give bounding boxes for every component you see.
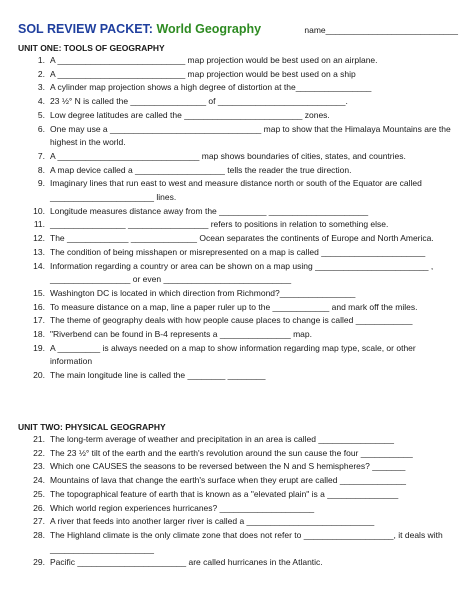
question-number: 10. bbox=[33, 205, 45, 216]
question-text[interactable]: ________________ _________________ refers to positions in relation to something else. bbox=[50, 219, 389, 230]
question-continuation bbox=[18, 191, 458, 205]
question-text[interactable]: ______________________ lines. bbox=[50, 192, 177, 203]
question-item bbox=[18, 109, 458, 123]
question-continuation bbox=[18, 136, 458, 150]
question-item bbox=[18, 287, 458, 301]
title-subject: World Geography bbox=[156, 22, 262, 36]
question-number: 25. bbox=[33, 488, 45, 499]
question-number: 8. bbox=[37, 164, 45, 175]
question-text[interactable]: Washington DC is located in which direction from Richmond?________________ bbox=[50, 287, 356, 298]
question-item bbox=[18, 314, 458, 328]
question-number: 23. bbox=[33, 461, 45, 472]
question-text[interactable]: One may use a ________________________________ map to show that the Himalaya Mountains are the bbox=[50, 123, 451, 134]
question-text[interactable]: Which one CAUSES the seasons to be reversed between the N and S hemispheres? _______ bbox=[50, 461, 406, 472]
question-text[interactable]: "Riverbend can be found in B-4 represents a _______________ map. bbox=[50, 329, 312, 340]
question-number: 6. bbox=[37, 123, 45, 134]
question-text[interactable]: The main longitude line is called the ________ ________ bbox=[50, 370, 266, 381]
question-number: 21. bbox=[33, 434, 45, 444]
unit-two-questions bbox=[18, 433, 458, 570]
question-text[interactable]: A map device called a ___________________ tells the reader the true direction. bbox=[50, 164, 352, 175]
question-number: 4. bbox=[37, 96, 45, 107]
question-number: 27. bbox=[33, 516, 45, 527]
question-text[interactable]: The 23 ½° tilt of the earth and the earth's revolution around the sun cause the four ___________ bbox=[50, 447, 413, 458]
question-text[interactable]: A ______________________________ map shows boundaries of cities, states, and countries. bbox=[50, 150, 406, 161]
question-text[interactable]: A ___________________________ map projection would be best used on a ship bbox=[50, 68, 356, 79]
question-text[interactable]: The Highland climate is the only climate zone that does not refer to ___________________, it deals with bbox=[50, 529, 443, 540]
unit-one-questions bbox=[18, 54, 458, 383]
question-number: 9. bbox=[37, 178, 45, 189]
question-item bbox=[18, 529, 458, 543]
question-number: 17. bbox=[33, 315, 45, 326]
question-item bbox=[18, 260, 458, 274]
question-continuation bbox=[18, 273, 458, 287]
question-number: 5. bbox=[37, 109, 45, 120]
question-text[interactable]: The topographical feature of earth that is known as a "elevated plain" is a _______________ bbox=[50, 488, 399, 499]
question-item bbox=[18, 205, 458, 219]
question-text[interactable]: _________________ or even ___________________________ bbox=[50, 274, 292, 285]
question-number: 24. bbox=[33, 475, 45, 486]
question-item bbox=[18, 123, 458, 137]
question-continuation bbox=[18, 543, 458, 557]
question-item bbox=[18, 218, 458, 232]
question-number: 22. bbox=[33, 447, 45, 458]
question-item bbox=[18, 369, 458, 383]
question-text[interactable]: A cylinder map projection shows a high degree of distortion at the________________ bbox=[50, 82, 372, 93]
unit-one-heading: UNIT ONE: TOOLS OF GEOGRAPHY bbox=[18, 43, 165, 53]
question-number: 7. bbox=[37, 150, 45, 161]
question-number: 15. bbox=[33, 287, 45, 298]
question-item bbox=[18, 502, 458, 516]
page-title bbox=[18, 22, 261, 36]
question-item bbox=[18, 95, 458, 109]
question-item bbox=[18, 81, 458, 95]
question-number: 26. bbox=[33, 502, 45, 513]
question-number: 16. bbox=[33, 301, 45, 312]
question-number: 11. bbox=[33, 219, 45, 230]
question-item bbox=[18, 556, 458, 570]
question-number: 3. bbox=[37, 82, 45, 93]
question-continuation bbox=[18, 355, 458, 369]
question-text[interactable]: The theme of geography deals with how people cause places to change is called ____________ bbox=[50, 315, 413, 326]
question-text[interactable]: Imaginary lines that run east to west and measure distance north or south of the Equator are called bbox=[50, 178, 422, 189]
question-number: 28. bbox=[33, 529, 45, 540]
question-item bbox=[18, 177, 458, 191]
question-text[interactable]: The long-term average of weather and precipitation in an area is called ________________ bbox=[50, 434, 395, 444]
question-item bbox=[18, 150, 458, 164]
question-item bbox=[18, 447, 458, 461]
question-text[interactable]: To measure distance on a map, line a paper ruler up to the ____________ and mark off the miles. bbox=[50, 301, 418, 312]
question-text[interactable]: Mountains of lava that change the earth's surface when they erupt are called ______________ bbox=[50, 475, 407, 486]
question-item bbox=[18, 342, 458, 356]
question-text: highest in the world. bbox=[50, 137, 126, 148]
question-item bbox=[18, 54, 458, 68]
page-header bbox=[18, 22, 458, 38]
question-item bbox=[18, 515, 458, 529]
question-text[interactable]: ______________________ bbox=[50, 543, 155, 554]
question-text[interactable]: Low degree latitudes are called the _________________________ zones. bbox=[50, 109, 330, 120]
question-text[interactable]: A ___________________________ map projection would be best used on an airplane. bbox=[50, 55, 378, 65]
question-item bbox=[18, 164, 458, 178]
question-item bbox=[18, 460, 458, 474]
question-item bbox=[18, 474, 458, 488]
question-number: 14. bbox=[33, 260, 45, 271]
question-item bbox=[18, 68, 458, 82]
question-number: 19. bbox=[33, 342, 45, 353]
title-packet: SOL REVIEW PACKET: bbox=[18, 22, 153, 36]
question-text[interactable]: A _________ is always needed on a map to show information regarding map type, scale, or other bbox=[50, 342, 416, 353]
unit-two-heading: UNIT TWO: PHYSICAL GEOGRAPHY bbox=[18, 422, 166, 432]
question-text[interactable]: Longitude measures distance away from the __________ _____________________ bbox=[50, 205, 369, 216]
question-item bbox=[18, 301, 458, 315]
question-number: 12. bbox=[33, 233, 45, 244]
question-text[interactable]: Information regarding a country or area can be shown on a map using ________________________ , bbox=[50, 260, 434, 271]
question-text[interactable]: The condition of being misshapen or misrepresented on a map is called ______________________ bbox=[50, 246, 426, 257]
question-number: 13. bbox=[33, 246, 45, 257]
name-field[interactable]: name____________________________ bbox=[304, 25, 458, 35]
question-number: 1. bbox=[37, 55, 45, 65]
question-text[interactable]: The _____________ ______________ Ocean separates the continents of Europe and North America. bbox=[50, 233, 434, 244]
question-item bbox=[18, 246, 458, 260]
question-text[interactable]: Which world region experiences hurricanes? ____________________ bbox=[50, 502, 315, 513]
question-text[interactable]: 23 ½° N is called the ________________ of ___________________________. bbox=[50, 96, 348, 107]
question-number: 29. bbox=[33, 557, 45, 568]
question-item bbox=[18, 433, 458, 447]
question-number: 2. bbox=[37, 68, 45, 79]
question-item bbox=[18, 232, 458, 246]
question-number: 18. bbox=[33, 329, 45, 340]
question-text: information bbox=[50, 356, 93, 367]
question-text[interactable]: A river that feeds into another larger river is called a ___________________________ bbox=[50, 516, 375, 527]
question-item bbox=[18, 488, 458, 502]
question-item bbox=[18, 328, 458, 342]
question-number: 20. bbox=[33, 370, 45, 381]
question-text[interactable]: Pacific _______________________ are called hurricanes in the Atlantic. bbox=[50, 557, 323, 568]
